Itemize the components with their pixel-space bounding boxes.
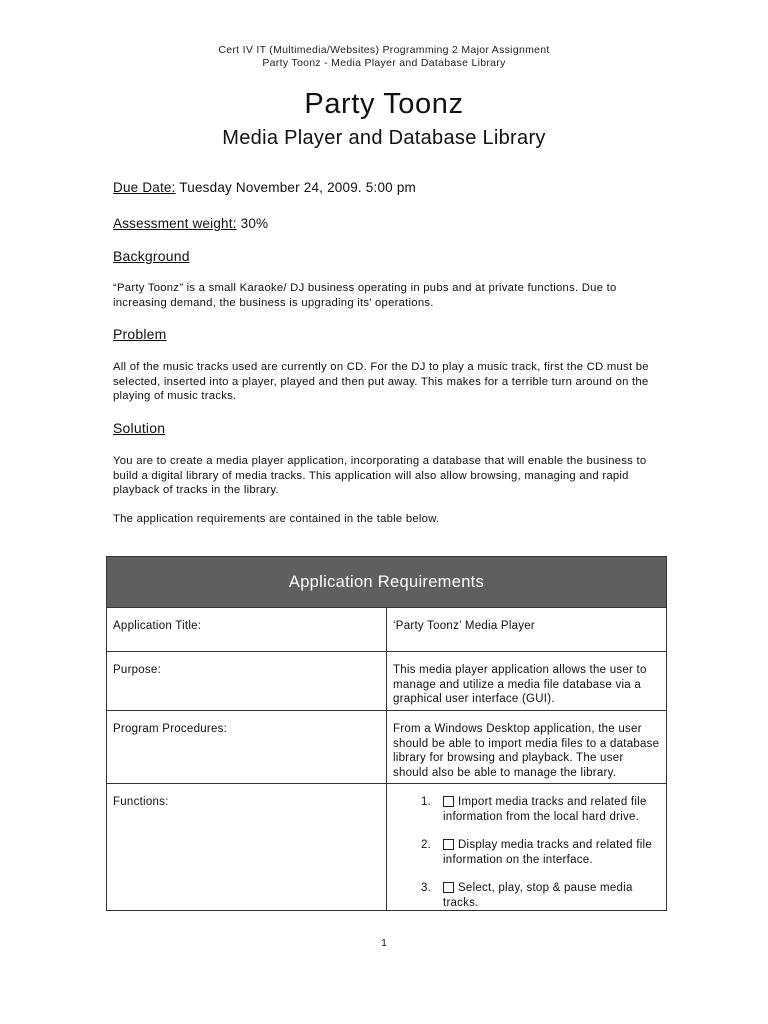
background-text: “Party Toonz” is a small Karaoke/ DJ business operating in pubs and at private functions. Due to increasing demand, the business is upgrading its’ operations. [113, 282, 617, 309]
problem-text: All of the music tracks used are currently on CD. For the DJ to play a music track, first the CD must be selected, inserted into a player, played and then put away. This makes for a terrible turn around on the playing of music tracks. [113, 361, 649, 402]
item-text: Select, play, stop & pause media tracks. [443, 882, 633, 909]
row-value-text: From a Windows Desktop application, the user should be able to import media files to a database library for browsing and playback. The user should also be able to manage the library. [393, 723, 660, 779]
due-date-label: Due Date: [113, 180, 176, 195]
solution-heading: Solution [113, 420, 166, 436]
checkbox-icon [443, 839, 454, 850]
row-key [107, 652, 387, 711]
list-item [393, 795, 660, 824]
row-value [387, 608, 667, 652]
table-row-functions [107, 784, 667, 911]
table-row [107, 608, 667, 652]
document-title: Party Toonz [304, 88, 464, 120]
functions-list [393, 795, 660, 910]
row-key-text: Purpose: [113, 664, 162, 676]
table-row [107, 711, 667, 784]
solution-text: You are to create a media player application, incorporating a database that will enable the business to build a digital library of media tracks. This application will also allow browsing, managing and rapid playback of tracks in the library. [113, 455, 647, 496]
row-key [107, 608, 387, 652]
row-value-text: ‘Party Toonz’ Media Player [393, 620, 536, 632]
assessment-weight-value: 30% [236, 216, 269, 231]
requirements-table [106, 556, 667, 911]
row-value [387, 711, 667, 784]
due-date [113, 180, 416, 195]
row-value [387, 652, 667, 711]
row-key [107, 711, 387, 784]
table-row [107, 652, 667, 711]
page-number: 1 [381, 937, 387, 949]
assessment-weight-label: Assessment weight: [113, 216, 237, 231]
item-number: 2. [421, 839, 432, 851]
header-project-line: Party Toonz - Media Player and Database Library [262, 57, 506, 69]
table-heading: Application Requirements [107, 557, 667, 608]
header-course-line: Cert IV IT (Multimedia/Websites) Programming 2 Major Assignment [218, 44, 550, 56]
row-key-text: Application Title: [113, 620, 202, 632]
item-number: 1. [421, 796, 432, 808]
item-number: 3. [421, 882, 432, 894]
background-heading: Background [113, 248, 190, 264]
solution-text-2: The application requirements are contained in the table below. [113, 513, 440, 525]
item-text: Import media tracks and related file information from the local hard drive. [443, 796, 647, 823]
list-item [393, 838, 660, 867]
problem-heading: Problem [113, 326, 167, 342]
document-subtitle: Media Player and Database Library [222, 127, 546, 149]
item-text: Display media tracks and related file information on the interface. [443, 839, 652, 866]
checkbox-icon [443, 882, 454, 893]
assessment-weight [113, 216, 268, 231]
row-value-text: This media player application allows the user to manage and utilize a media file database via a graphical user interface (GUI). [393, 664, 647, 705]
row-value [387, 784, 667, 911]
due-date-value: Tuesday November 24, 2009. 5:00 pm [175, 180, 416, 195]
row-key [107, 784, 387, 911]
table-header-row [107, 557, 667, 608]
row-key-text: Program Procedures: [113, 723, 228, 735]
list-item [393, 881, 660, 910]
functions-key-text: Functions: [113, 796, 169, 808]
checkbox-icon [443, 796, 454, 807]
